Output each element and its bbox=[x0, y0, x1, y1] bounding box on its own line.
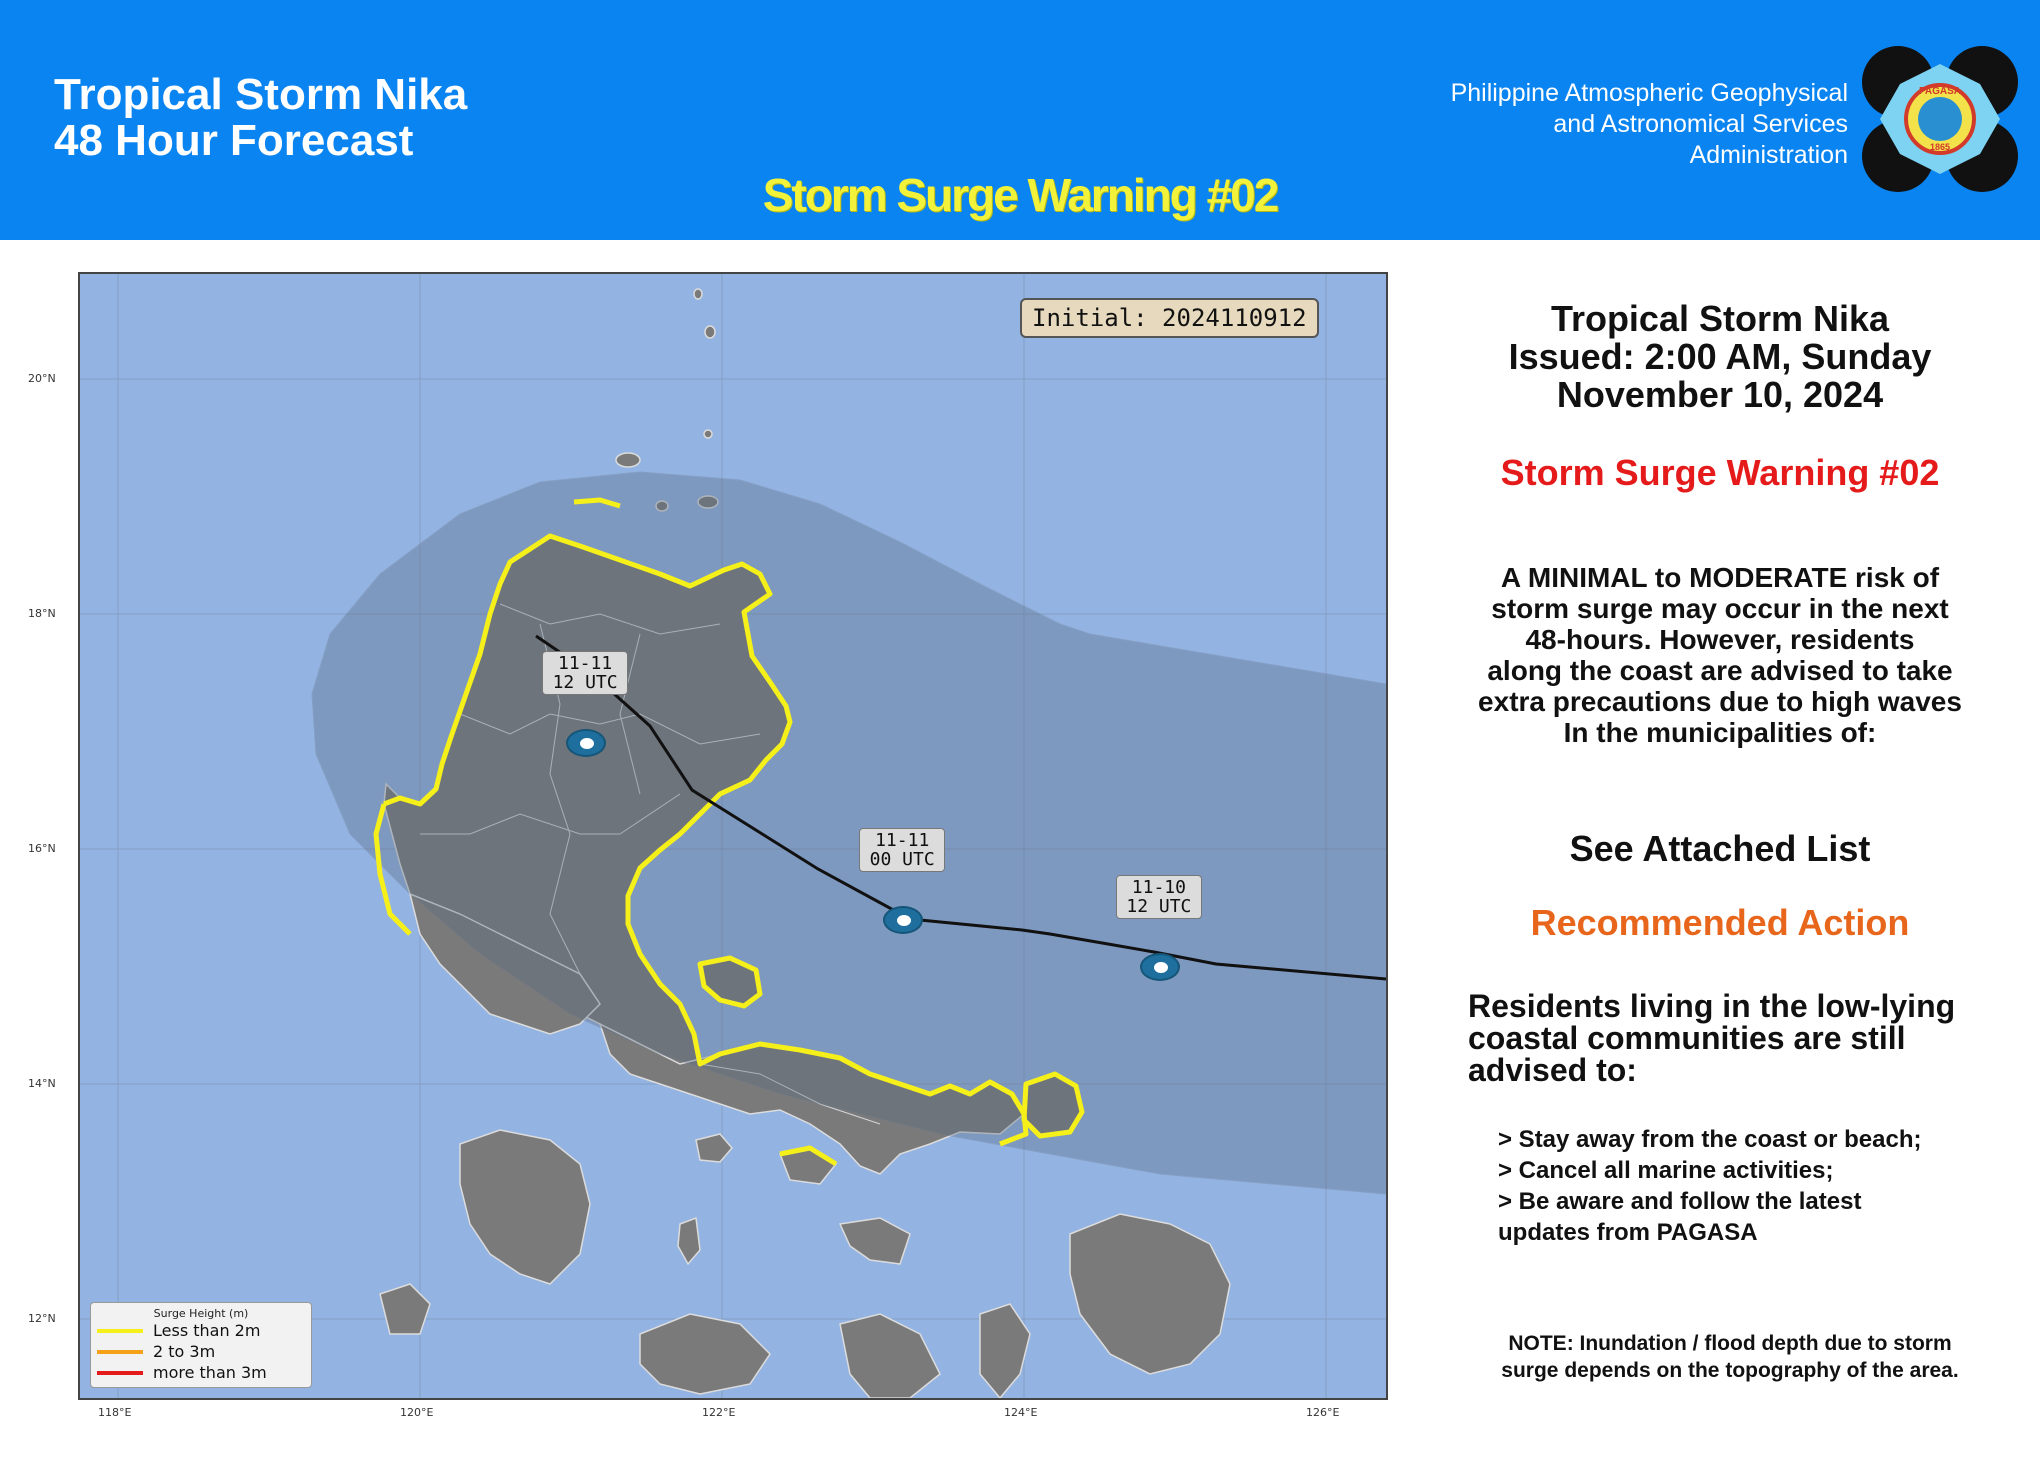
lat-tick: 20°N bbox=[28, 372, 56, 385]
track-time-label: 11-11 00 UTC bbox=[859, 828, 945, 872]
risk-statement bbox=[1420, 562, 2020, 748]
legend-item bbox=[97, 1362, 305, 1383]
surge-legend bbox=[90, 1302, 312, 1388]
action-item: > Be aware and follow the latest bbox=[1498, 1188, 1862, 1215]
legend-items bbox=[97, 1320, 305, 1383]
legend-label: Less than 2m bbox=[153, 1321, 261, 1340]
lat-tick: 16°N bbox=[28, 842, 56, 855]
action-item: updates from PAGASA bbox=[1498, 1219, 1758, 1246]
risk-line: 48-hours. However, residents bbox=[1525, 624, 1915, 655]
action-list bbox=[1498, 1124, 2018, 1248]
lat-tick: 12°N bbox=[28, 1312, 56, 1325]
logo-year: 1865 bbox=[1929, 142, 1951, 152]
initial-label: Initial: 2024110912 bbox=[1020, 298, 1319, 338]
agency-line-3: Administration bbox=[1689, 141, 1848, 169]
title-line-2: 48 Hour Forecast bbox=[54, 116, 414, 165]
land-mindoro bbox=[460, 1130, 590, 1284]
lon-tick: 118°E bbox=[98, 1406, 132, 1419]
legend-item bbox=[97, 1320, 305, 1341]
legend-item bbox=[97, 1341, 305, 1362]
lat-tick: 14°N bbox=[28, 1077, 56, 1090]
storm-position-icon bbox=[883, 906, 923, 934]
land-marinduque bbox=[696, 1134, 732, 1162]
warning-banner: Storm Surge Warning #02 bbox=[762, 169, 1278, 221]
lon-tick: 126°E bbox=[1306, 1406, 1340, 1419]
residents-advice bbox=[1468, 990, 2008, 1086]
recommended-action-heading: Recommended Action bbox=[1530, 902, 1910, 943]
land-panay bbox=[640, 1314, 770, 1394]
land-batanes-2 bbox=[694, 289, 702, 299]
land-samar bbox=[1070, 1214, 1230, 1374]
lon-tick: 122°E bbox=[702, 1406, 736, 1419]
residents-line: advised to: bbox=[1468, 1052, 1637, 1088]
legend-swatch bbox=[97, 1350, 143, 1354]
pagasa-logo bbox=[1860, 44, 2020, 194]
risk-line: along the coast are advised to take bbox=[1487, 655, 1953, 686]
issued-time: Issued: 2:00 AM, Sunday bbox=[1508, 336, 1932, 377]
logo-text: PAGASA bbox=[1918, 86, 1962, 97]
inundation-note bbox=[1430, 1330, 2030, 1384]
land-batanes-1 bbox=[705, 326, 715, 338]
land-masbate bbox=[840, 1218, 910, 1264]
lat-tick: 18°N bbox=[28, 607, 56, 620]
legend-label: more than 3m bbox=[153, 1363, 267, 1382]
track-time-label: 11-10 12 UTC bbox=[1116, 875, 1202, 919]
risk-line: storm surge may occur in the next bbox=[1491, 593, 1949, 624]
note-line: surge depends on the topography of the area. bbox=[1501, 1359, 1959, 1382]
land-tablas bbox=[678, 1218, 700, 1264]
storm-name: Tropical Storm Nika bbox=[1550, 298, 1890, 339]
header-bar bbox=[0, 0, 2040, 240]
residents-line: coastal communities are still bbox=[1468, 1020, 1906, 1056]
issued-date: November 10, 2024 bbox=[1556, 374, 1884, 415]
map-canvas bbox=[80, 274, 1386, 1398]
agency-line-2: and Astronomical Services bbox=[1553, 110, 1848, 138]
legend-swatch bbox=[97, 1329, 143, 1333]
lon-tick: 124°E bbox=[1004, 1406, 1038, 1419]
legend-label: 2 to 3m bbox=[153, 1342, 216, 1361]
storm-position-icon bbox=[1140, 953, 1180, 981]
risk-line: extra precautions due to high waves bbox=[1478, 686, 1962, 717]
land-busuanga bbox=[380, 1284, 430, 1334]
note-line: NOTE: Inundation / flood depth due to storm bbox=[1508, 1332, 1952, 1355]
storm-info-title bbox=[1420, 300, 2020, 414]
land-batanes-3 bbox=[704, 430, 712, 438]
legend-title: Surge Height (m) bbox=[153, 1307, 249, 1320]
action-item: > Cancel all marine activities; bbox=[1498, 1157, 1834, 1184]
risk-line: In the municipalities of: bbox=[1563, 717, 1877, 748]
residents-line: Residents living in the low-lying bbox=[1468, 988, 1956, 1024]
see-attached-list: See Attached List bbox=[1569, 828, 1871, 869]
lon-tick: 120°E bbox=[400, 1406, 434, 1419]
action-item: > Stay away from the coast or beach; bbox=[1498, 1126, 1922, 1153]
land-visayas-central bbox=[840, 1314, 940, 1398]
agency-name bbox=[1451, 78, 1848, 171]
legend-swatch bbox=[97, 1371, 143, 1375]
title-line-1: Tropical Storm Nika bbox=[54, 70, 468, 119]
land-leyte bbox=[980, 1304, 1030, 1398]
sidebar-warning: Storm Surge Warning #02 bbox=[1500, 452, 1940, 493]
risk-line: A MINIMAL to MODERATE risk of bbox=[1500, 562, 1940, 593]
forecast-map bbox=[28, 272, 1388, 1419]
land-babuyan-1 bbox=[616, 453, 640, 467]
track-time-label: 11-11 12 UTC bbox=[542, 651, 628, 695]
forecast-cone bbox=[312, 472, 1386, 1194]
agency-line-1: Philippine Atmospheric Geophysical bbox=[1450, 79, 1848, 107]
